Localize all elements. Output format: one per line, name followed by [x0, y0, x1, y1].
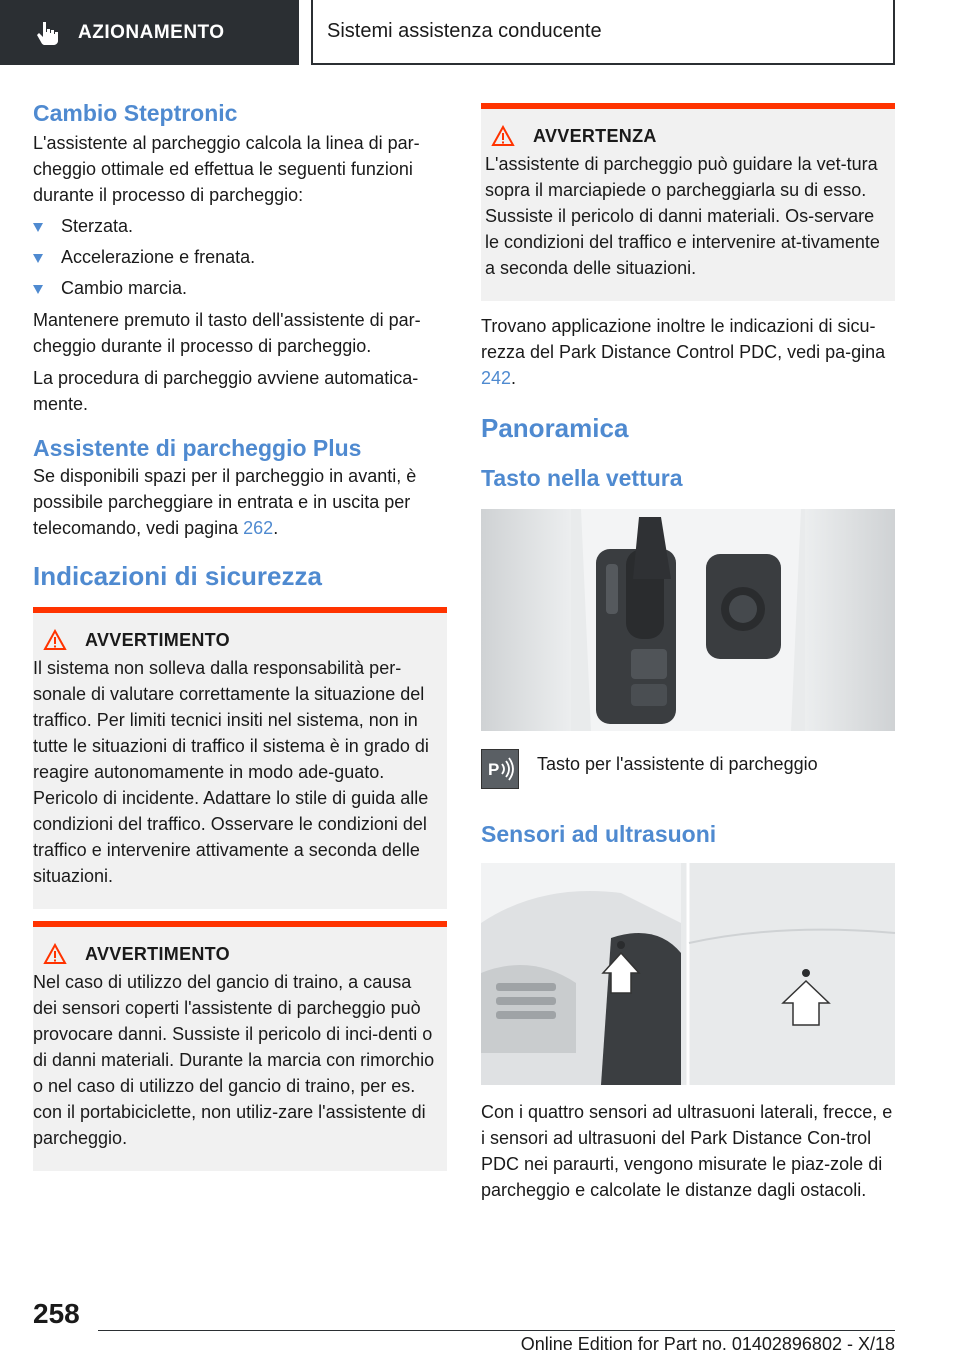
left-column — [33, 98, 447, 1171]
page-link-262[interactable]: 262 — [243, 518, 274, 538]
warning-triangle-icon — [43, 629, 67, 651]
button-heading: Tasto nella vettura — [481, 465, 683, 491]
safety-heading: Indicazioni di sicurezza — [33, 561, 322, 591]
list-item: Accelerazione e frenata. — [33, 244, 447, 270]
warning-box-1 — [33, 607, 447, 909]
section-header — [311, 0, 895, 65]
warning-title: AVVERTIMENTO — [85, 629, 230, 650]
triangle-bullet-icon — [33, 223, 43, 232]
notice-text: L'assistente di parcheggio può guidare la vet-tura sopra il marciapiede o parcheggiarla su di esso. Sussiste il pericolo di danni materiali. Os-servare le condizioni del traffico e intervenire at-tivamente a seconda delle situazioni. — [485, 154, 880, 278]
hold-button-text: Mantenere premuto il tasto dell'assistente di par-cheggio durante il processo di parcheggio. — [33, 310, 421, 356]
warning-box-2 — [33, 921, 447, 1171]
list-item: Cambio marcia. — [33, 275, 447, 301]
notice-box — [481, 103, 895, 301]
right-column — [481, 103, 895, 1203]
plus-text: Se disponibili spazi per il parcheggio in avanti, è possibile parcheggiare in entrata e in uscita per telecomando, vedi pagina 262. — [33, 466, 417, 538]
chapter-title: AZIONAMENTO — [78, 21, 225, 43]
page-link-242[interactable]: 242 — [481, 368, 512, 388]
function-list — [33, 213, 447, 301]
steptronic-intro: L'assistente al parcheggio calcola la linea di par-cheggio ottimale ed effettua le seguenti funzioni durante il processo di parcheggio: — [33, 133, 420, 205]
ultrasonic-sensors-image — [481, 863, 895, 1085]
section-title: Sistemi assistenza conducente — [327, 20, 602, 42]
sensors-heading: Sensori ad ultrasuoni — [481, 821, 717, 847]
steptronic-heading: Cambio Steptronic — [33, 100, 238, 126]
button-caption: Tasto per l'assistente di parcheggio — [537, 754, 818, 774]
automatic-procedure-text: La procedura di parcheggio avviene automatica-mente. — [33, 368, 419, 414]
center-console-illustration — [481, 509, 895, 731]
button-caption-row — [481, 749, 895, 789]
page-number: 258 — [33, 1298, 80, 1329]
car-sensors-illustration — [481, 863, 895, 1085]
overview-heading: Panoramica — [481, 413, 629, 443]
warning-text: Nel caso di utilizzo del gancio di traino, a causa dei sensori coperti l'assistente di parcheggio può provocare danni. Sussiste il pericolo di inci-denti o di danni materiali. Durante la marcia con rimorchio o nel caso di utilizzo del gancio di traino, per es. con il portabiciclette, non utiliz-zare l'assistente di parcheggio. — [33, 972, 435, 1148]
triangle-bullet-icon — [33, 254, 43, 263]
warning-title: AVVERTIMENTO — [85, 943, 230, 964]
warning-triangle-icon — [491, 125, 515, 147]
footer-divider — [98, 1330, 895, 1331]
plus-heading: Assistente di parcheggio Plus — [33, 435, 362, 461]
list-item: Sterzata. — [33, 213, 447, 239]
sensors-text: Con i quattro sensori ad ultrasuoni laterali, frecce, e i sensori ad ultrasuoni del Park Distance Con-trol PDC nei paraurti, vengono misurate le piaz-zole di parcheggio e calcolate le distanze dagli ostacoli. — [481, 1102, 893, 1200]
pdc-text: Trovano applicazione inoltre le indicazioni di sicu-rezza del Park Distance Control PDC, vedi pa-gina 242. — [481, 316, 886, 388]
svg-text:P: P — [488, 760, 500, 779]
center-console-image — [481, 509, 895, 731]
notice-title: AVVERTENZA — [533, 125, 657, 146]
triangle-bullet-icon — [33, 285, 43, 294]
edition-text: Online Edition for Part no. 01402896802 - X/18 — [520, 1334, 895, 1354]
park-assist-button-icon — [481, 749, 519, 789]
warning-triangle-icon — [43, 943, 67, 965]
hand-pointer-icon — [34, 20, 60, 46]
chapter-tab[interactable] — [0, 0, 299, 65]
warning-text: Il sistema non solleva dalla responsabilità per-sonale di valutare correttamente la situazione del traffico. Per limiti tecnici insiti nel sistema, non in tutte le situazioni di traffico il sistema è in grado di reagire autonomamente in modo ade-guato. Pericolo di incidente. Adattare lo stile di guida alle condizioni del traffico. Osservare le condizioni del traffico e intervenire attivamente a seconda delle situazioni. — [33, 658, 429, 886]
